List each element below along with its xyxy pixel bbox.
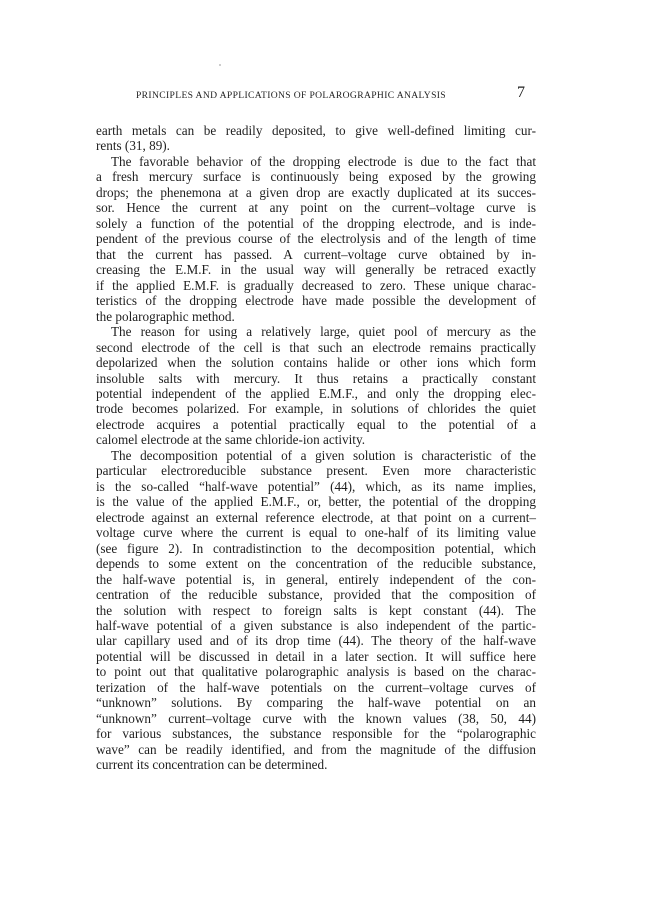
running-head: PRINCIPLES AND APPLICATIONS OF POLAROGRAPHIC ANALYSIS bbox=[136, 90, 446, 101]
text-line: half-wave potential of a given substance is also independent of the partic- bbox=[96, 618, 536, 633]
text-line: terization of the half-wave potentials on the current–voltage curves of bbox=[96, 679, 536, 695]
text-line: current its concentration can be determined. bbox=[96, 757, 328, 773]
text-line: centration of the reducible substance, provided that the composition of bbox=[96, 587, 536, 603]
text-line: The favorable behavior of the dropping electrode is due to the fact that bbox=[111, 153, 536, 169]
text-line: ular capillary used and of its drop time (44). The theory of the half-wave bbox=[96, 633, 536, 649]
text-line: voltage curve where the current is equal to one-half of its limiting value bbox=[96, 525, 536, 541]
text-line: depends to some extent on the concentration of the reducible substance, bbox=[96, 556, 536, 572]
text-line: creasing the E.M.F. in the usual way will generally be retraced exactly bbox=[96, 262, 536, 278]
text-line: electrode against an external reference electrode, at that point on a current– bbox=[96, 509, 536, 525]
text-line: pendent of the previous course of the electrolysis and of the length of time bbox=[96, 231, 536, 247]
body-text bbox=[96, 123, 536, 773]
text-line: solely a function of the potential of the dropping electrode, and is inde- bbox=[96, 215, 536, 231]
text-line: electrode acquires a potential practically equal to the potential of a bbox=[96, 416, 536, 432]
text-line: that the current has passed. A current–voltage curve obtained by in- bbox=[96, 246, 536, 262]
text-line: is the value of the applied E.M.F., or, better, the potential of the dropping bbox=[96, 494, 536, 510]
text-line: potential will be discussed in detail in a later section. It will suffice here bbox=[96, 648, 536, 664]
text-line: sor. Hence the current at any point on the current–voltage curve is bbox=[96, 200, 536, 216]
text-line: drops; the phenemona at a given drop are exactly duplicated at its succes- bbox=[96, 184, 536, 200]
text-line: a fresh mercury surface is continuously being exposed by the growing bbox=[96, 169, 536, 185]
text-line: teristics of the dropping electrode have made possible the development of bbox=[96, 293, 536, 309]
text-line: “unknown” solutions. By comparing the half-wave potential on an bbox=[96, 695, 536, 711]
text-line: the polarographic method. bbox=[96, 308, 235, 324]
text-line: insoluble salts with mercury. It thus retains a practically constant bbox=[96, 370, 536, 386]
text-line: wave” can be readily identified, and from the magnitude of the diffusion bbox=[96, 741, 536, 757]
scan-speck bbox=[219, 64, 221, 66]
text-line: (see figure 2). In contradistinction to the decomposition potential, which bbox=[96, 540, 536, 556]
text-line: calomel electrode at the same chloride-ion activity. bbox=[96, 432, 366, 448]
text-line: second electrode of the cell is that such an electrode remains practically bbox=[96, 339, 536, 355]
text-line: to point out that qualitative polarographic analysis is based on the charac- bbox=[96, 664, 536, 680]
text-line: “unknown” current–voltage curve with the known values (38, 50, 44) bbox=[96, 710, 536, 726]
text-line: depolarized when the solution contains halide or other ions which form bbox=[96, 355, 536, 371]
page-number: 7 bbox=[517, 84, 525, 101]
text-line: The decomposition potential of a given solution is characteristic of the bbox=[111, 447, 536, 463]
text-line: earth metals can be readily deposited, to give well-defined limiting cur- bbox=[96, 123, 536, 138]
text-line: is the so-called “half-wave potential” (44), which, as its name implies, bbox=[96, 478, 536, 494]
text-line: the solution with respect to foreign salts is kept constant (44). The bbox=[96, 602, 536, 618]
text-line: The reason for using a relatively large, quiet pool of mercury as the bbox=[111, 324, 536, 340]
text-line: trode becomes polarized. For example, in solutions of chlorides the quiet bbox=[96, 401, 536, 417]
text-line: the half-wave potential is, in general, entirely independent of the con- bbox=[96, 571, 536, 587]
text-line: for various substances, the substance responsible for the “polarographic bbox=[96, 726, 536, 742]
text-line: if the applied E.M.F. is gradually decreased to zero. These unique charac- bbox=[96, 277, 536, 293]
text-line: particular electroreducible substance present. Even more characteristic bbox=[96, 463, 536, 479]
text-line: potential independent of the applied E.M.F., and only the dropping elec- bbox=[96, 385, 536, 401]
text-line: rents (31, 89). bbox=[96, 138, 170, 154]
